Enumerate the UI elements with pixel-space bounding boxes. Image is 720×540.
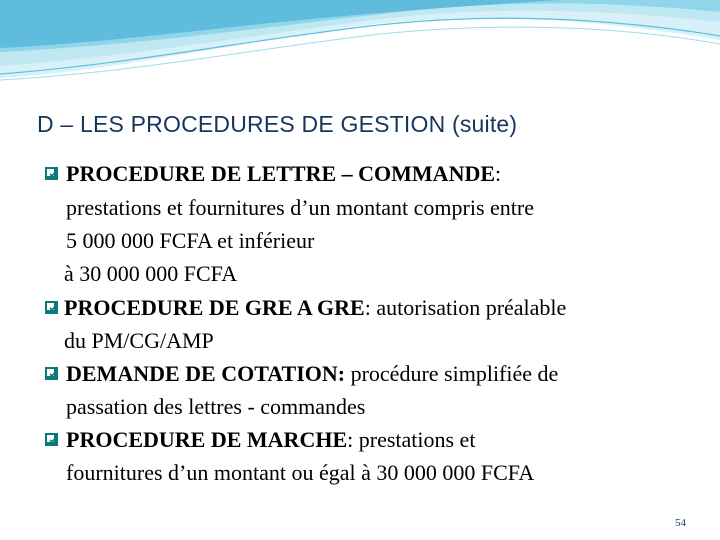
square-checkbox-bullet-icon <box>44 300 59 315</box>
bullet-item-marche <box>44 423 694 489</box>
slide-title: D – LES PROCEDURES DE GESTION (suite) <box>37 111 518 137</box>
bullet-item-demande-cotation <box>44 357 694 423</box>
header-wave-decoration <box>0 0 720 90</box>
page-number: 54 <box>675 517 686 529</box>
bullet-line: 5 000 000 FCFA et inférieur <box>66 228 315 253</box>
bullet-separator: : <box>495 161 502 186</box>
bullet-separator: procédure simplifiée de <box>345 361 559 386</box>
bullet-separator: : autorisation préalable <box>364 295 567 320</box>
bullet-item-gre-a-gre <box>44 291 694 357</box>
square-checkbox-bullet-icon <box>44 432 59 447</box>
bullet-line: à 30 000 000 FCFA <box>64 261 238 286</box>
bullet-line: passation des lettres - commandes <box>66 394 366 419</box>
bullet-item-lettre-commande <box>44 157 694 291</box>
bullet-term: PROCEDURE DE GRE A GRE <box>64 295 365 320</box>
bullet-line: du PM/CG/AMP <box>64 328 214 353</box>
bullet-list <box>44 157 694 489</box>
bullet-term: PROCEDURE DE LETTRE – COMMANDE <box>66 161 496 186</box>
bullet-term: DEMANDE DE COTATION: <box>66 361 346 386</box>
square-checkbox-bullet-icon <box>44 166 59 181</box>
bullet-separator: : prestations et <box>347 427 476 452</box>
bullet-line: fournitures d’un montant ou égal à 30 000 000 FCFA <box>66 460 535 485</box>
bullet-line: prestations et fournitures d’un montant compris entre <box>66 195 534 220</box>
square-checkbox-bullet-icon <box>44 366 59 381</box>
bullet-term: PROCEDURE DE MARCHE <box>66 427 348 452</box>
